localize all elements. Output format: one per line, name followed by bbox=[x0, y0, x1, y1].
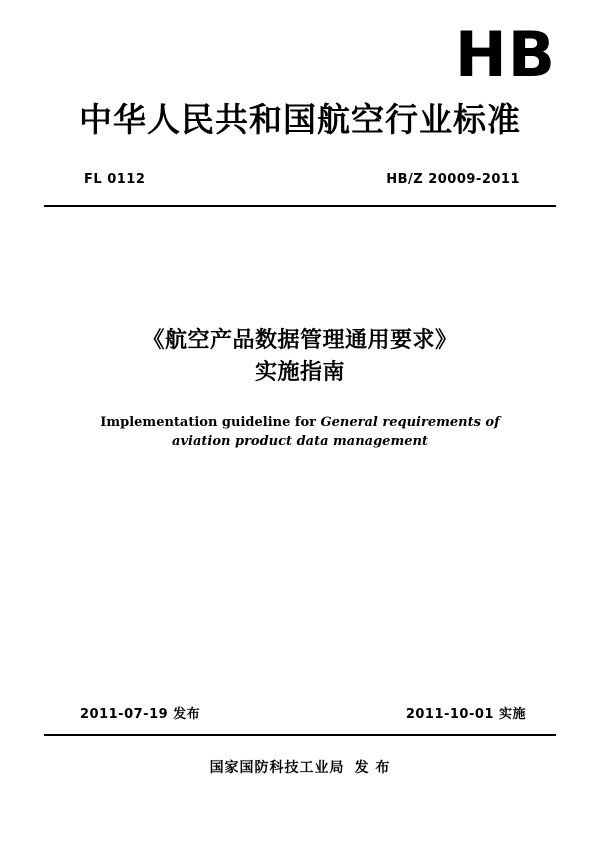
document-title-en-line1 bbox=[44, 413, 556, 433]
en-title-plain: Implementation guideline for bbox=[100, 414, 321, 430]
publisher-name: 国家国防科技工业局 bbox=[209, 760, 345, 776]
code-row bbox=[44, 172, 556, 187]
page-title: 中华人民共和国航空行业标准 bbox=[79, 100, 521, 139]
document-title-en-line2: aviation product data management bbox=[172, 434, 428, 450]
classification-code: FL 0112 bbox=[84, 172, 146, 187]
document-title-cn-line1: 《航空产品数据管理通用要求》 bbox=[142, 328, 458, 353]
document-title-en bbox=[44, 413, 556, 452]
en-title-italic-1: General requirements of bbox=[320, 414, 500, 430]
publisher-action: 发 布 bbox=[354, 760, 391, 776]
divider-top bbox=[44, 205, 556, 207]
hb-logo-mark: HB bbox=[454, 18, 556, 91]
issue-date: 2011-07-19 发布 bbox=[80, 707, 201, 722]
publisher-line bbox=[44, 757, 556, 777]
date-row bbox=[44, 703, 556, 722]
implementation-date: 2011-10-01 实施 bbox=[405, 707, 526, 722]
standard-number: HB/Z 20009-2011 bbox=[386, 172, 520, 187]
document-title-cn-line2: 实施指南 bbox=[254, 359, 345, 385]
divider-bottom bbox=[44, 734, 556, 736]
title-block bbox=[44, 325, 556, 452]
